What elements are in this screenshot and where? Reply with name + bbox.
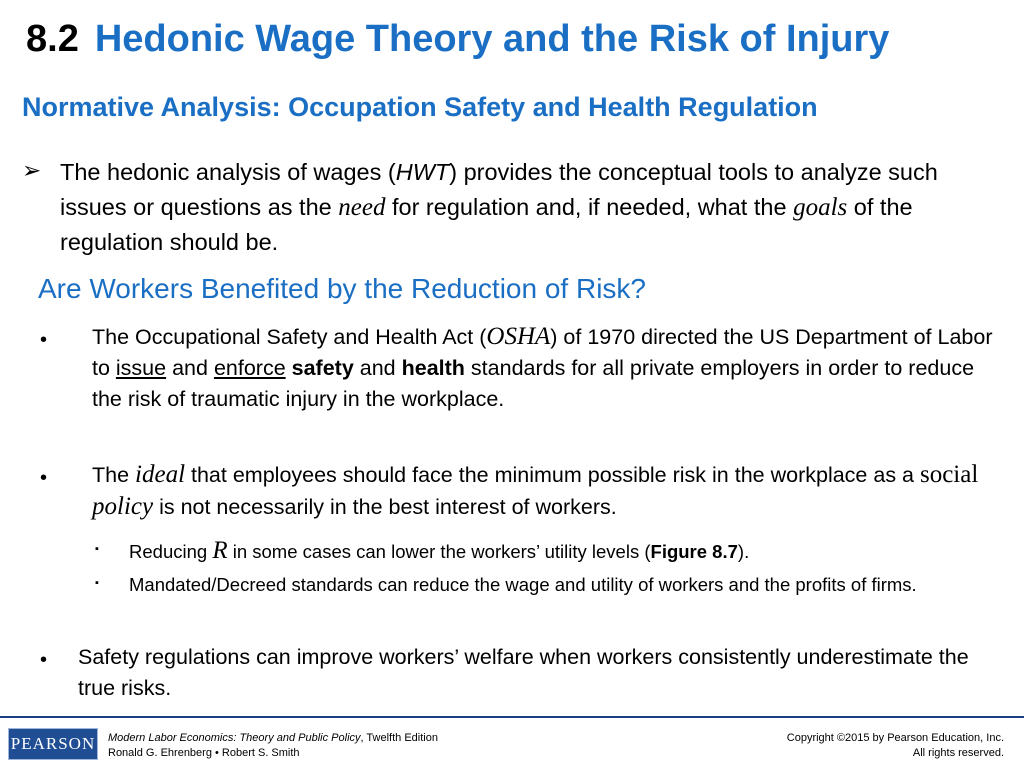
rights: All rights reserved. (912, 747, 1004, 759)
footer-citation (108, 731, 438, 761)
enforce-term: enforce (213, 356, 286, 380)
square-bullet-icon: ▪ (95, 543, 99, 555)
section-heading: Are Workers Benefited by the Reduction of Risk? (38, 273, 647, 304)
footer-divider (0, 716, 1024, 718)
authors: Ronald G. Ehrenberg • Robert S. Smith (108, 747, 300, 759)
book-title: Modern Labor Economics: Theory and Public Policy (108, 732, 361, 744)
intro-paragraph: The hedonic analysis of wages (HWT) provides the conceptual tools to analyze such issues or questions as the need for regulation and, if needed, what the goals of the regulation should be. (60, 159, 938, 255)
arrow-bullet-icon: ➢ (22, 157, 42, 183)
bullet-ideal: The ideal that employees should face the minimum possible risk in the workplace as a social policy is not necessarily in the best interest of workers. (92, 461, 979, 520)
ideal-term: ideal (135, 461, 186, 488)
title-text: Hedonic Wage Theory and the Risk of Injury (94, 18, 890, 60)
sub-bullet-mandated: Mandated/Decreed standards can reduce the wage and utility of workers and the profits of firms. (129, 574, 917, 595)
figure-ref: Figure 8.7 (650, 541, 738, 562)
need-term: need (338, 194, 386, 221)
slide-title (26, 18, 889, 61)
square-bullet-icon: ▪ (95, 577, 99, 589)
bullet-icon: • (40, 467, 48, 489)
slide-subtitle: Normative Analysis: Occupation Safety and Health Regulation (22, 92, 818, 122)
r-term: R (212, 537, 228, 564)
bullet-safety-regulations: Safety regulations can improve workers’ welfare when workers consistently underestimate the true risks. (78, 645, 969, 700)
copyright: Copyright ©2015 by Pearson Education, Inc. (786, 732, 1004, 744)
edition: , Twelfth Edition (360, 732, 438, 744)
osha-term: OSHA (486, 323, 551, 350)
bullet-icon: • (40, 329, 48, 351)
bullet-osha: The Occupational Safety and Health Act (OSHA) of 1970 directed the US Department of Labor to issue and enforce safety and health standards for all private employers in order to reduce the risk of traumatic injury in the workplace. (92, 323, 993, 411)
issue-term: issue (115, 356, 167, 380)
footer-copyright (787, 731, 1004, 761)
social-term: social (919, 461, 979, 488)
pearson-logo: PEARSON (8, 728, 98, 760)
sub-bullet-reducing-r: Reducing R in some cases can lower the workers’ utility levels (Figure 8.7). (129, 537, 750, 564)
policy-term: policy (92, 493, 154, 520)
safety-term: safety (291, 356, 354, 380)
health-term: health (401, 356, 465, 380)
goals-term: goals (793, 194, 848, 221)
bullet-icon: • (40, 649, 48, 671)
hwt-term: HWT (395, 159, 450, 185)
section-number: 8.2 (26, 18, 79, 60)
